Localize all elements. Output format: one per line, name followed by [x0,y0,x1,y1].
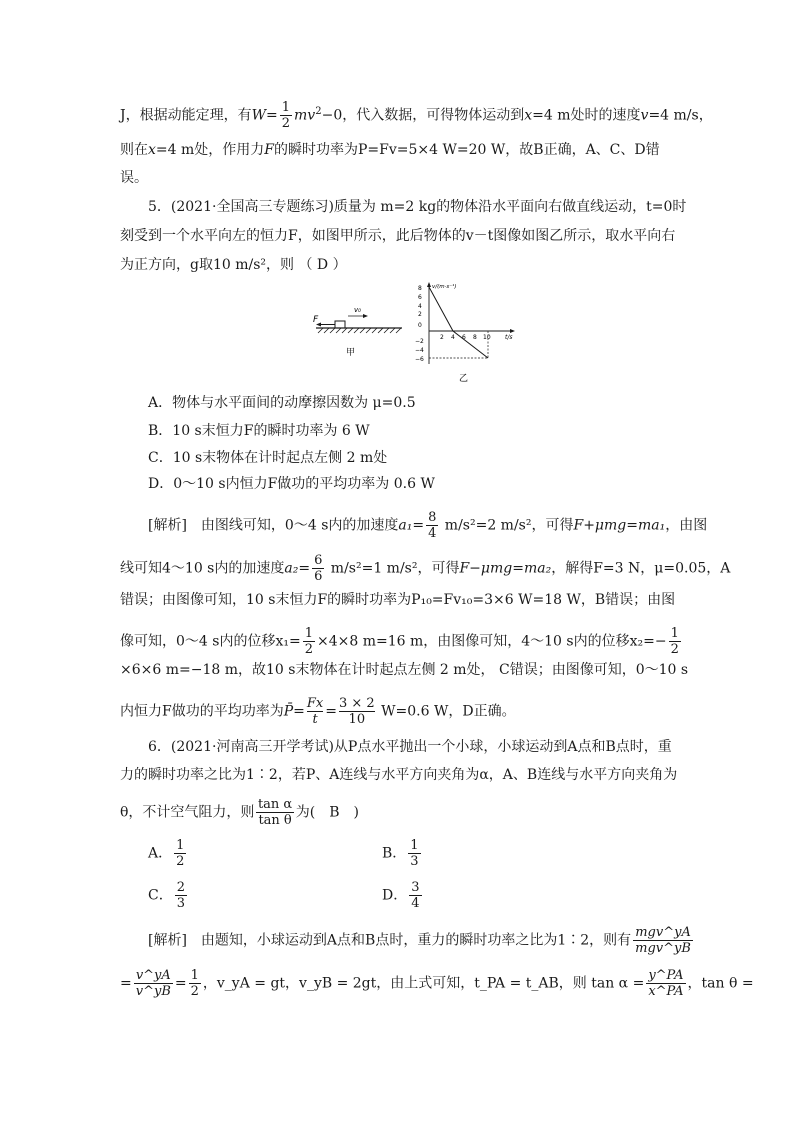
block [335,321,345,328]
fraction [409,880,421,911]
symbol-x: x [524,107,533,124]
text: m/s²=2 m/s²，可得 [440,517,574,534]
q6-option-a [148,838,188,869]
equals: = [174,975,187,992]
q5-option-d: D．0～10 s内恒力F做功的平均功率为 0.6 W [148,476,435,492]
y-axis-label: v/(m·s⁻¹) [432,284,457,290]
option-label: D． [382,887,408,904]
y-tick-8: 8 [418,285,422,292]
denominator: 3 [410,854,419,869]
equals: = [266,107,278,124]
denominator: 10 [339,711,375,727]
denominator: 2 [281,116,291,131]
numerator: Fx [306,696,324,711]
fraction [134,968,173,999]
p1-line2 [120,140,660,160]
y-tick-4: 4 [418,303,422,310]
text: ，v_yA = gt，v_yB = 2gt，由上式可知，t_PA = t_AB，则 tan α = [202,975,645,992]
numerator: y^PA [648,968,684,983]
text: ，解得F=3 N，μ=0.05，A [551,560,731,577]
text: J，根据动能定理，有 [120,107,252,124]
fraction [633,925,693,956]
q6-analysis-line1 [148,925,695,956]
q6-option-b [382,838,423,869]
text: 像可知，0～4 s内的位移x₁= [120,633,301,650]
denominator: x^PA [648,984,684,999]
text: =4 m处，作用力 [155,142,265,158]
y-tick-neg4: −4 [415,347,424,354]
numerator: 1 [304,626,313,641]
numerator: 1 [410,838,419,853]
numerator: 1 [176,838,185,853]
text: W=0.6 W，D正确。 [376,703,516,720]
q5-analysis-line6 [120,696,516,727]
q6-stem-line1: 6．(2021·河南高三开学考试)从P点水平抛出一个小球，小球运动到A点和B点时，重 [148,739,672,755]
y-tick-2: 2 [418,311,422,318]
fraction-tan-ratio [256,797,293,828]
numerator: 2 [176,880,185,895]
figure-jia [306,302,406,362]
denominator: tan θ [258,813,292,828]
equals: = [325,703,337,720]
symbol: a₁= [398,517,425,534]
denominator: v^yB [135,984,171,999]
denominator: 4 [428,526,437,541]
y-axis-arrow [427,282,431,287]
x-tick-8: 8 [473,334,477,341]
fraction [307,696,323,727]
q5-option-c: C．10 s末物体在计时起点左侧 2 m处 [148,450,388,466]
q5-stem-line1: 5．(2021·全国高三专题练习)质量为 m=2 kg的物体沿水平面向右做直线运动，t=0时 [148,199,687,215]
p1-line3: 误。 [120,170,148,186]
symbol: a₂= [284,560,311,577]
x-tick-10: 10 [483,334,491,341]
text: ，故B正确，A、C、D错 [505,142,660,158]
symbol-mv: mv [294,107,316,124]
text: 则在 [120,142,148,158]
equals: = [120,975,132,992]
equation: F−μmg=ma₂ [459,560,552,577]
symbol-v: v [640,107,649,124]
velocity-arrow-head [363,314,368,318]
q6-option-c [148,880,189,911]
caption-jia: 甲 [346,348,356,358]
q5-stem-line3: 为正方向，g取10 m/s²，则 （ D ） [120,257,347,273]
q5-stem-line2: 刻受到一个水平向左的恒力F，如图甲所示，此后物体的v－t图像如图乙所示，取水平向右 [120,228,676,244]
symbol: P̄= [283,703,305,720]
option-label: B． [382,845,407,862]
fraction [339,696,375,727]
equation: F+μmg=ma₁ [573,517,666,534]
q6-option-d [382,880,424,911]
fraction [408,838,420,869]
text: ×4×8 m=16 m，由图像可知，4～10 s内的位移x₂=− [316,633,667,650]
q6-stem-line2: 力的瞬时功率之比为1∶2，若P、A连线与水平方向夹角为α，A、B连线与水平方向夹角为 [120,767,678,783]
numerator: 3 [411,880,420,895]
q5-option-b: B．10 s末恒力F的瞬时功率为 6 W [148,423,370,439]
y-tick-neg6: −6 [415,356,424,363]
x-tick-4: 4 [451,334,455,341]
numerator: mgv^yA [635,925,691,940]
y-tick-0: 0 [418,322,422,329]
numerator: 6 [314,553,323,568]
q6-analysis-line2 [120,968,754,999]
numerator: tan α [257,797,293,812]
denominator: mgv^yB [635,941,691,956]
q5-analysis-line5: ×6×6 m=−18 m，故10 s末物体在计时起点左侧 2 m处， C错误；由图像可知，0～10 s [120,662,689,678]
numerator: 8 [428,510,437,525]
x-tick-6: 6 [462,334,466,341]
text: [解析] 由题知，小球运动到A点和B点时，重力的瞬时功率之比为1∶2，则有 [148,932,632,949]
text: 线可知4～10 s内的加速度 [120,560,285,577]
denominator: 2 [304,642,313,657]
force-label: F [313,315,319,325]
superscript: 2 [315,105,322,117]
fraction [174,838,186,869]
denominator: 4 [411,896,420,911]
text: m/s²=1 m/s²，可得 [326,560,460,577]
numerator: 1 [281,100,291,115]
vt-line [429,287,488,358]
fraction [312,553,324,584]
velocity-label: v₀ [354,306,361,314]
denominator: 6 [314,569,323,584]
q5-analysis-line2 [120,553,730,584]
text: ，由图 [665,517,708,534]
y-tick-neg2: −2 [415,338,424,345]
fraction [189,968,201,999]
q5-analysis-line1 [148,510,707,541]
symbol-W: W [251,107,267,124]
text: 的瞬时功率为 [274,142,358,158]
denominator: 2 [190,984,199,999]
text: [解析] 由图线可知，0～4 s内的加速度 [148,517,399,534]
option-label: C． [148,887,173,904]
option-label: A． [148,845,173,862]
fraction [426,510,438,541]
x-axis-label: t/s [505,334,513,341]
p1-line1 [120,100,713,131]
q5-option-a: A．物体与水平面间的动摩擦因数为 μ=0.5 [148,395,416,411]
text: 内恒力F做功的平均功率为 [120,703,284,720]
text: =4 m处时的速度 [532,107,641,124]
numerator: v^yA [135,968,171,983]
symbol-x: x [148,142,156,158]
figure-yi-vt-graph [415,280,525,384]
text: =4 m/s， [648,107,713,124]
fraction [646,968,685,999]
q5-analysis-line3: 错误；由图像可知，10 s末恒力F的瞬时功率为P₁₀=Fv₁₀=3×6 W=18 W，B错误；由图 [120,592,676,608]
denominator: 2 [670,642,679,657]
formula: P=Fv=5×4 W=20 W [358,142,506,158]
x-tick-2: 2 [440,334,444,341]
q6-stem-line3 [120,797,359,828]
numerator: 3 × 2 [338,696,375,711]
text: −0，代入数据，可得物体运动到 [321,107,525,124]
symbol-F: F [264,142,274,158]
ground-hatching [318,328,401,333]
caption-yi: 乙 [459,374,469,384]
q5-analysis-line4 [120,626,683,657]
denominator: t [307,711,323,727]
y-tick-6: 6 [418,294,422,301]
denominator: 3 [176,896,185,911]
x-axis-arrow [510,329,515,333]
text: θ，不计空气阻力，则 [120,804,255,821]
fraction [303,626,315,657]
text: ，tan θ = [687,975,754,992]
numerator: 1 [670,626,679,641]
fraction-half [280,100,292,131]
numerator: 1 [190,968,199,983]
text: 为( B ) [295,804,359,821]
fraction [175,880,187,911]
fraction [669,626,681,657]
denominator: 2 [176,854,185,869]
